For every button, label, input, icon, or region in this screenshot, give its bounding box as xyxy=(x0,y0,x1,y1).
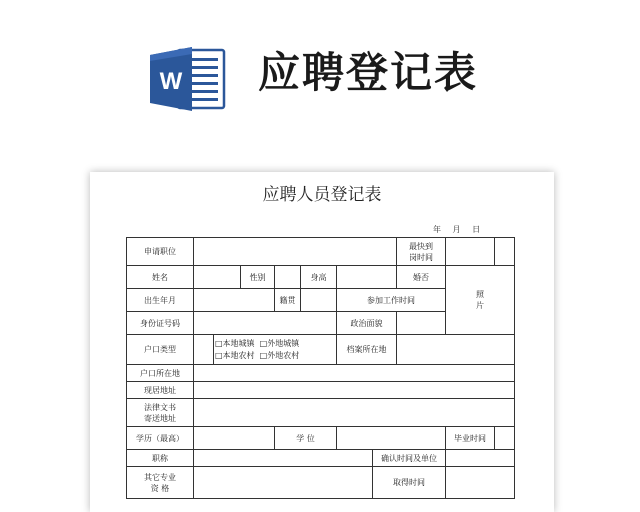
label-degree: 学 位 xyxy=(275,427,337,450)
input-native[interactable] xyxy=(301,289,337,312)
label-obtain-time: 取得时间 xyxy=(373,467,446,499)
label-confirm: 确认时间及单位 xyxy=(373,450,446,467)
input-name[interactable] xyxy=(194,266,241,289)
input-other-qualification[interactable] xyxy=(194,467,373,499)
checkbox-nonlocal-rural[interactable]: □外地农村 xyxy=(259,350,300,360)
checkbox-local-rural[interactable]: □本地农村 xyxy=(215,350,255,360)
input-degree[interactable] xyxy=(337,427,446,450)
label-graduation: 毕业时间 xyxy=(446,427,495,450)
table-row xyxy=(127,365,515,382)
label-education: 学历（最高） xyxy=(127,427,194,450)
label-id-number: 身份证号码 xyxy=(127,312,194,335)
input-birth[interactable] xyxy=(194,289,275,312)
label-gender: 性别 xyxy=(241,266,275,289)
cell-blank xyxy=(194,335,214,365)
input-gender[interactable] xyxy=(275,266,301,289)
input-graduation[interactable] xyxy=(495,427,515,450)
table-row xyxy=(127,238,515,266)
label-title-rank: 职称 xyxy=(127,450,194,467)
input-height[interactable] xyxy=(337,266,397,289)
checkbox-nonlocal-urban[interactable]: □外地城镇 xyxy=(259,338,300,348)
input-id-number[interactable] xyxy=(194,312,337,335)
input-political[interactable] xyxy=(397,312,446,335)
table-row xyxy=(127,266,515,289)
date-day-label: 日 xyxy=(472,225,481,234)
date-line xyxy=(433,224,489,235)
label-native: 籍贯 xyxy=(275,289,301,312)
label-position: 申请职位 xyxy=(127,238,194,266)
date-month-label: 月 xyxy=(452,225,461,234)
table-row xyxy=(127,467,515,499)
photo-box[interactable]: 照 片 xyxy=(446,266,515,335)
label-earliest-start: 最快到 岗时间 xyxy=(397,238,446,266)
table-row xyxy=(127,427,515,450)
input-archive[interactable] xyxy=(397,335,515,365)
table-row xyxy=(127,450,515,467)
table-row xyxy=(127,382,515,399)
label-archive: 档案所在地 xyxy=(337,335,397,365)
cell-blank xyxy=(495,238,515,266)
label-legal-address: 法律文书 寄送地址 xyxy=(127,399,194,427)
application-form-table xyxy=(126,237,515,499)
input-hukou-place[interactable] xyxy=(194,365,515,382)
date-year-label: 年 xyxy=(433,225,441,234)
input-earliest-start[interactable] xyxy=(446,238,495,266)
word-logo-icon xyxy=(148,44,228,114)
input-current-address[interactable] xyxy=(194,382,515,399)
checkbox-local-urban[interactable]: □本地城镇 xyxy=(215,338,255,348)
label-work-start: 参加工作时间 xyxy=(337,289,446,312)
hukou-options xyxy=(214,335,337,365)
table-row xyxy=(127,399,515,427)
label-hukou-type: 户口类型 xyxy=(127,335,194,365)
label-other-qualification: 其它专业 资 格 xyxy=(127,467,194,499)
input-education[interactable] xyxy=(194,427,275,450)
input-title-rank[interactable] xyxy=(194,450,373,467)
label-birth: 出生年月 xyxy=(127,289,194,312)
label-political: 政治面貌 xyxy=(337,312,397,335)
label-current-address: 现居地址 xyxy=(127,382,194,399)
form-title: 应聘人员登记表 xyxy=(262,185,382,205)
label-marital: 婚否 xyxy=(397,266,446,289)
input-confirm[interactable] xyxy=(446,450,515,467)
label-hukou-place: 户口所在地 xyxy=(127,365,194,382)
label-name: 姓名 xyxy=(127,266,194,289)
input-legal-address[interactable] xyxy=(194,399,515,427)
banner-title: 应聘登记表 xyxy=(258,48,479,97)
label-height: 身高 xyxy=(301,266,337,289)
table-row xyxy=(127,335,515,365)
input-position[interactable] xyxy=(194,238,397,266)
form-paper xyxy=(90,172,554,512)
input-obtain-time[interactable] xyxy=(446,467,515,499)
word-logo-letter: W xyxy=(159,68,183,95)
